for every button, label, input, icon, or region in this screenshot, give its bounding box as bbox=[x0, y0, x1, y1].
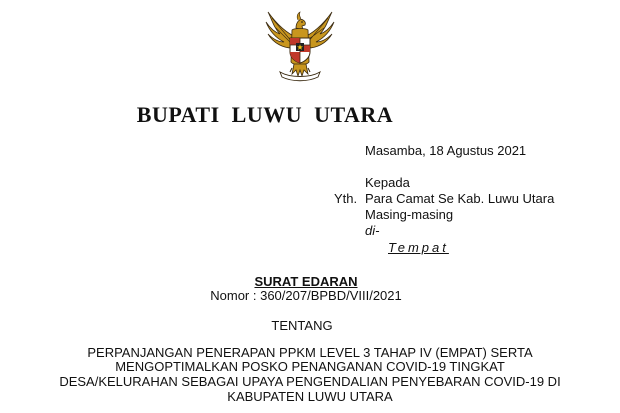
recipient: Para Camat Se Kab. Luwu Utara bbox=[365, 191, 555, 206]
document-type: SURAT EDARAN bbox=[254, 274, 358, 289]
subject-line: PERPANJANGAN PENERAPAN PPKM LEVEL 3 TAHAP IV (EMPAT) SERTA bbox=[87, 345, 533, 360]
recipient-note: Masing-masing bbox=[365, 207, 454, 222]
subject-line: DESA/KELURAHAN SEBAGAI UPAYA PENGENDALIAN PENYEBARAN COVID-19 DI bbox=[59, 374, 561, 389]
yth-label: Yth. bbox=[334, 191, 358, 206]
di-label: di- bbox=[365, 223, 380, 238]
place-date: Masamba, 18 Agustus 2021 bbox=[365, 143, 527, 158]
garuda-emblem-icon bbox=[262, 8, 338, 84]
location: Tempat bbox=[388, 240, 449, 255]
subject-line: KABUPATEN LUWU UTARA bbox=[227, 389, 393, 404]
about-label: TENTANG bbox=[271, 318, 333, 333]
subject-line: MENGOPTIMALKAN POSKO PENANGANAN COVID-19 TINGKAT bbox=[115, 359, 505, 374]
to-label: Kepada bbox=[365, 175, 410, 190]
document-number: Nomor : 360/207/BPBD/VIII/2021 bbox=[210, 288, 402, 303]
office-heading: BUPATI LUWU UTARA bbox=[136, 102, 394, 127]
